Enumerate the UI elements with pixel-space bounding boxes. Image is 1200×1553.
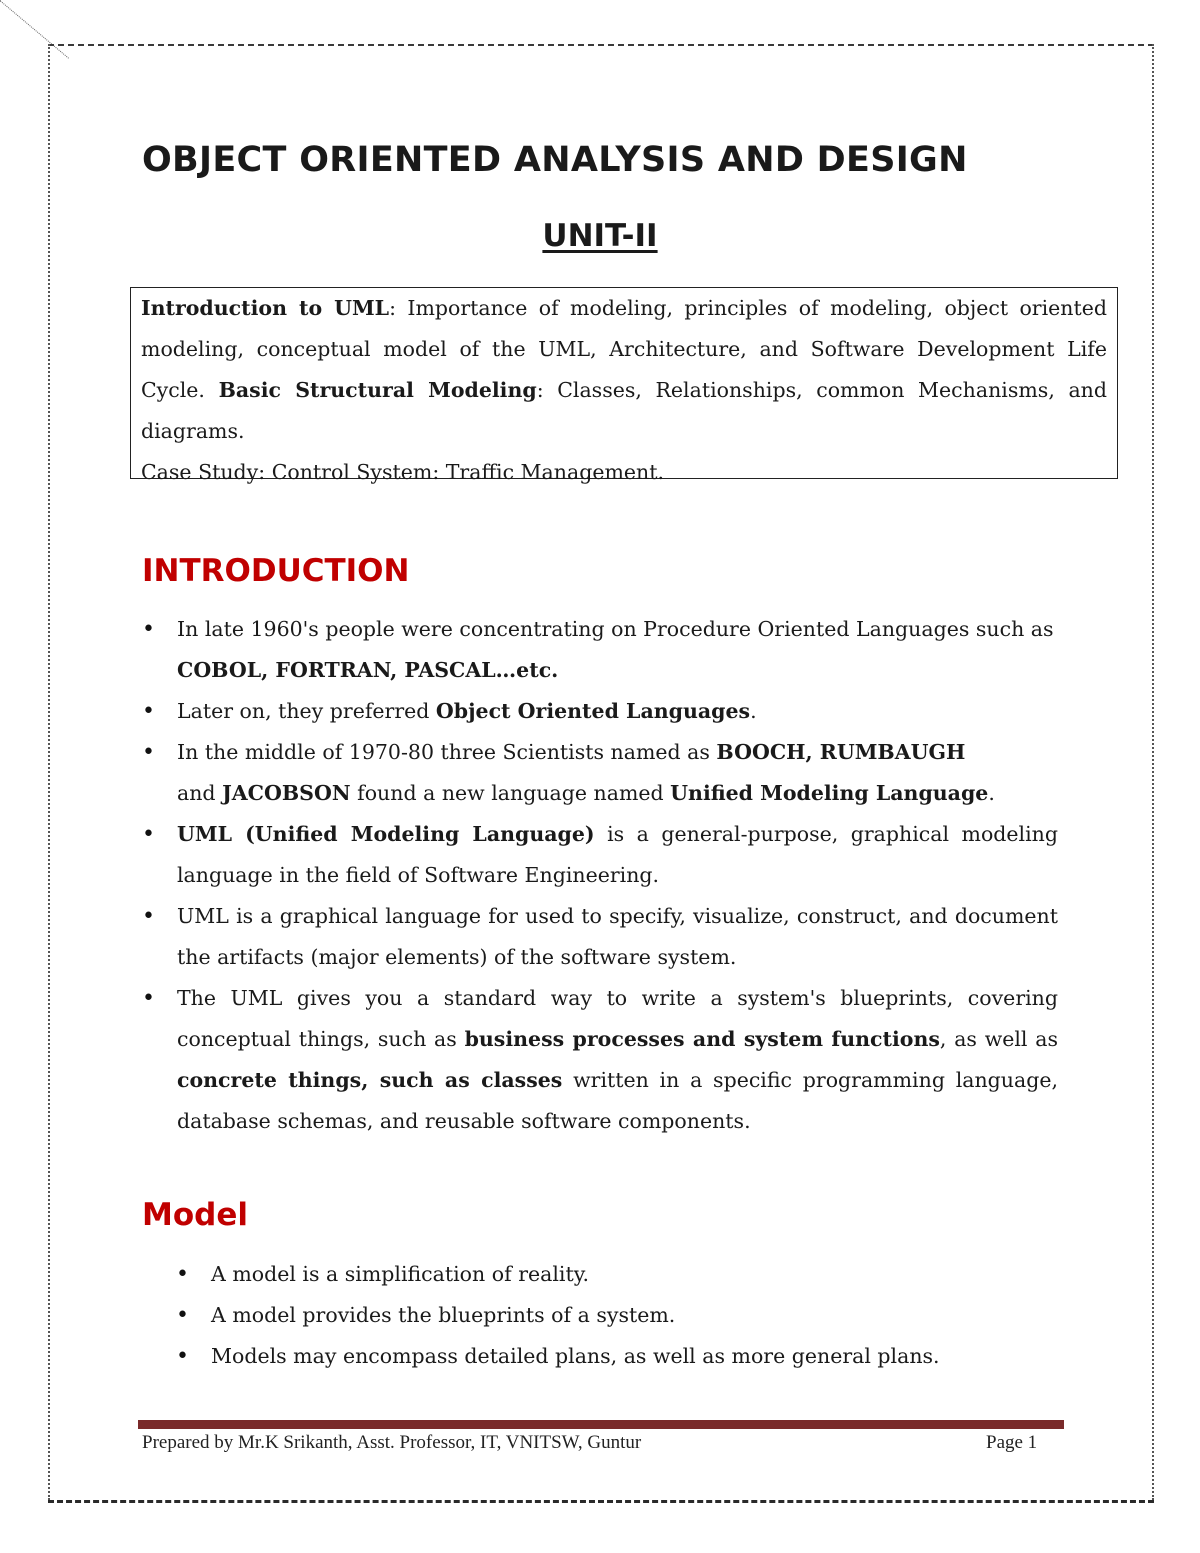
- list-item: • A model is a simplification of reality.: [176, 1254, 1056, 1295]
- page-border-right: [1152, 44, 1154, 1500]
- list-item: • In the middle of 1970-80 three Scientists named as BOOCH, RUMBAUGH and JACOBSON found a new language named Unified Modeling Language.: [142, 732, 1058, 814]
- list-item: • A model provides the blueprints of a system.: [176, 1295, 1056, 1336]
- introduction-list: [142, 609, 1058, 1142]
- syllabus-intro-label: Introduction to UML: [141, 296, 390, 320]
- syllabus-intro-text: : Importance of modeling, principles of modeling, object oriented modeling, conceptual model of the UML, Architecture, and Software Development Life Cycle.: [141, 296, 1107, 402]
- document-title: OBJECT ORIENTED ANALYSIS AND DESIGN: [142, 140, 968, 180]
- list-item: • The UML gives you a standard way to write a system's blueprints, covering conceptual things, such as business processes and system functions, as well as concrete things, such as classes written in a specific programming language, database schemas, and reusable software components.: [142, 978, 1058, 1142]
- syllabus-box: [130, 287, 1118, 484]
- footer-divider: [138, 1420, 1064, 1429]
- list-item: • In late 1960's people were concentrating on Procedure Oriented Languages such as COBOL, FORTRAN, PASCAL…etc.: [142, 609, 1058, 691]
- model-list: [176, 1254, 1056, 1377]
- syllabus-structural-label: Basic Structural Modeling: [218, 378, 537, 402]
- list-item: • UML is a graphical language for used to specify, visualize, construct, and document the artifacts (major elements) of the software system.: [142, 896, 1058, 978]
- list-item: • Later on, they preferred Object Oriented Languages.: [142, 691, 1058, 732]
- corner-decoration: [0, 0, 69, 60]
- footer-page-number: Page 1: [986, 1432, 1038, 1453]
- introduction-heading: INTRODUCTION: [142, 553, 410, 589]
- footer-prepared-by: Prepared by Mr.K Srikanth, Asst. Professor, IT, VNITSW, Guntur: [142, 1432, 642, 1453]
- list-item: • UML (Unified Modeling Language) is a general-purpose, graphical modeling language in the field of Software Engineering.: [142, 814, 1058, 896]
- syllabus-case-study: Case Study: Control System: Traffic Management.: [141, 460, 664, 484]
- model-heading: Model: [142, 1197, 248, 1233]
- syllabus-structural-text: : Classes, Relationships, common Mechanisms, and diagrams.: [141, 378, 1107, 443]
- unit-title: UNIT-II: [542, 218, 658, 254]
- page-border-left: [48, 44, 50, 1500]
- page-border-bottom: [48, 1500, 1154, 1503]
- syllabus-paragraph: [141, 288, 1107, 452]
- page-border-top: [48, 44, 1154, 46]
- list-item: • Models may encompass detailed plans, as well as more general plans.: [176, 1336, 1056, 1377]
